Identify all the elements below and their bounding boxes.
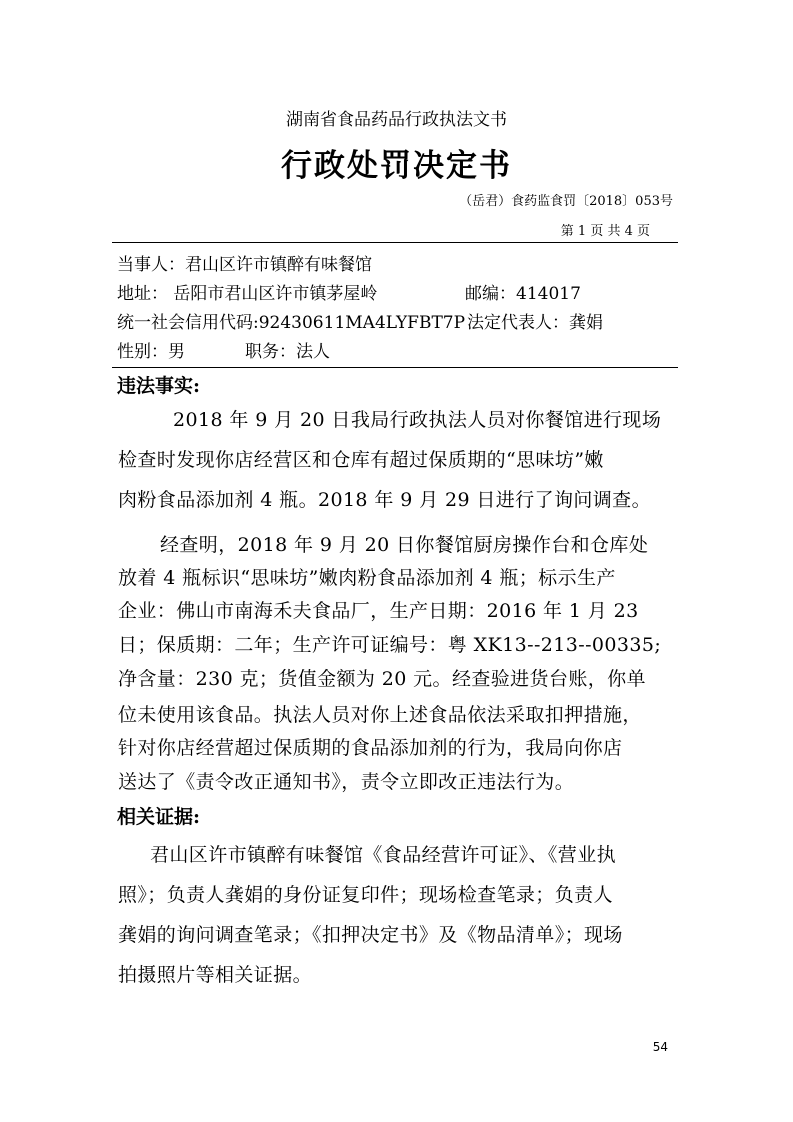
facts-line: 针对你店经营超过保质期的食品添加剂的行为，我局向你店 [118,737,623,759]
facts-line: 净含量：230 克；货值金额为 20 元。经查验进货台账，你单 [118,668,646,690]
evidence-line: 君山区许市镇醉有味餐馆《食品经营许可证》、《营业执 [150,844,617,866]
party-position: 职务：法人 [245,342,330,362]
page-info: 第 1 页 共 4 页 [560,224,650,239]
evidence-line: 龚娟的询问调查笔录；《扣押决定书》及《物品清单》；现场 [118,924,623,946]
document-number: （岳君）食药监食罚〔2018〕053号 [459,194,673,209]
agency-doc-type: 湖南省食品药品行政执法文书 [286,110,507,130]
evidence-line: 照》；负责人龚娟的身份证复印件；现场检查笔录；负责人 [118,884,613,906]
facts-line: 日；保质期：二年；生产许可证编号：粤 XK13--213--00335; [118,634,662,656]
facts-line: 放着 4 瓶标识“思味坊”嫩肉粉食品添加剂 4 瓶；标示生产 [118,567,616,589]
party-address: 地址： 岳阳市君山区许市镇茅屋岭 [117,284,378,304]
facts-line: 位未使用该食品。执法人员对你上述食品依法采取扣押措施， [118,704,642,726]
facts-line: 经查明，2018 年 9 月 20 日你餐馆厨房操作台和仓库处 [160,534,649,556]
evidence-section-title: 相关证据: [117,806,201,828]
facts-line: 2018 年 9 月 20 日我局行政执法人员对你餐馆进行现场 [173,409,662,431]
evidence-line: 拍摄照片等相关证据。 [118,964,313,986]
party-name: 当事人：君山区许市镇醉有味餐馆 [117,255,372,275]
party-postal-code: 邮编：414017 [465,284,581,304]
page-title: 行政处罚决定书 [281,148,512,184]
facts-line: 送达了《责令改正通知书》，责令立即改正违法行为。 [118,771,575,793]
facts-line: 检查时发现你店经营区和仓库有超过保质期的“思味坊”嫩 [118,449,604,471]
header-divider [112,242,678,243]
party-gender: 性别：男 [117,342,185,362]
facts-line: 肉粉食品添加剂 4 瓶。2018 年 9 月 29 日进行了询问调查。 [118,489,651,511]
facts-line: 企业：佛山市南海禾夫食品厂，生产日期：2016 年 1 月 23 [118,600,639,622]
page-number: 54 [652,1040,668,1054]
party-divider [112,367,678,368]
party-credit-code: 统一社会信用代码:92430611MA4LYFBT7P [117,313,466,333]
party-legal-rep: 法定代表人：龚娟 [467,313,603,333]
facts-section-title: 违法事实: [117,375,201,397]
